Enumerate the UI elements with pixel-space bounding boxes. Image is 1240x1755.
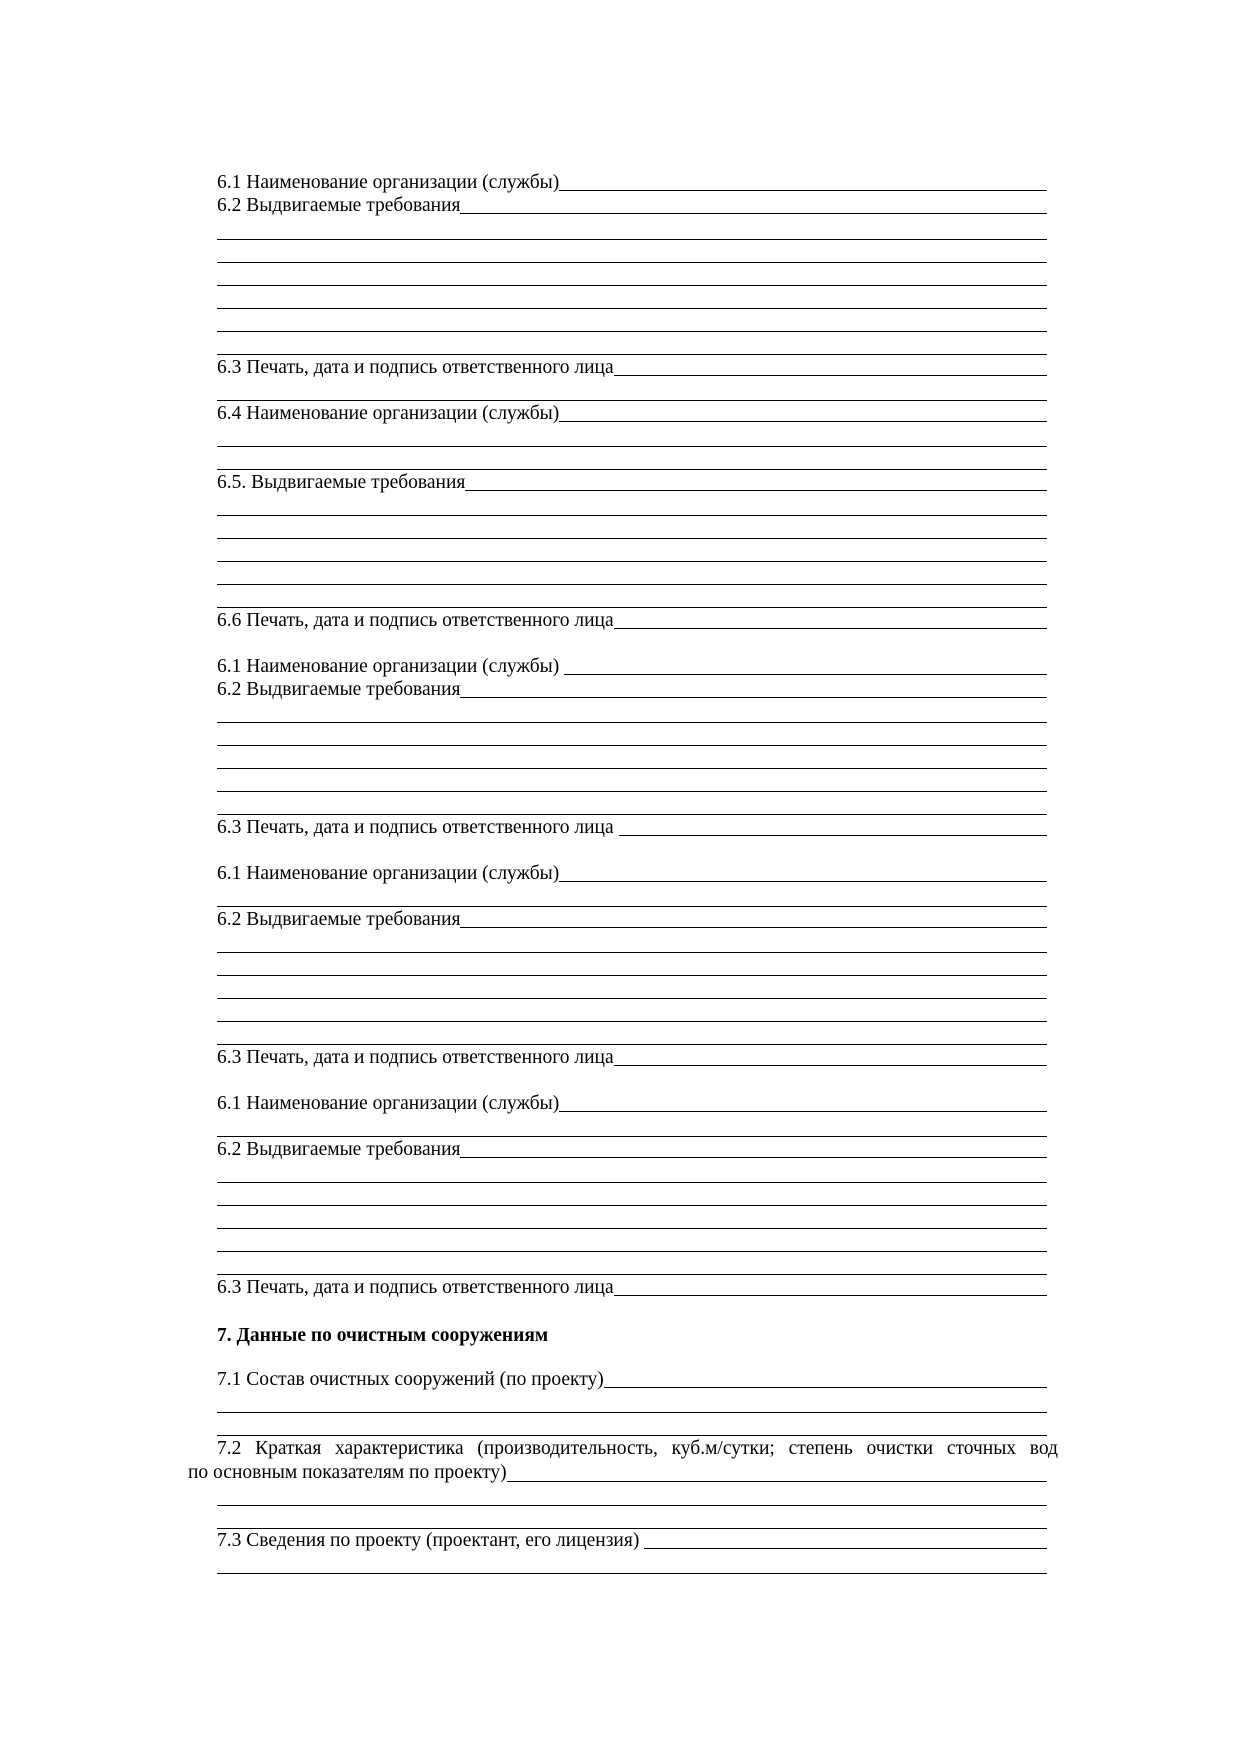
fill-line[interactable] xyxy=(614,1065,1047,1066)
field-label: по основным показателям по проекту) xyxy=(188,1462,507,1483)
paragraph-first-line xyxy=(188,1437,1058,1461)
requirements-field[interactable] xyxy=(217,193,1047,217)
fill-line[interactable] xyxy=(465,490,1047,491)
signature-field[interactable] xyxy=(217,815,1047,839)
field-label: 6.6 Печать, дата и подпись ответственного лица xyxy=(217,610,614,631)
blank-line[interactable] xyxy=(217,998,1047,999)
field-label: 6.2 Выдвигаемые требования xyxy=(217,1139,461,1160)
blank-line[interactable] xyxy=(217,308,1047,309)
word: Краткая xyxy=(255,1438,322,1459)
blank-line[interactable] xyxy=(217,331,1047,332)
blank-line[interactable] xyxy=(217,722,1047,723)
org-name-field[interactable] xyxy=(217,1091,1047,1115)
blank-line[interactable] xyxy=(217,1435,1047,1436)
blank-line[interactable] xyxy=(217,768,1047,769)
blank-line[interactable] xyxy=(217,1251,1047,1252)
field-label: 6.1 Наименование организации (службы) xyxy=(217,656,560,677)
blank-line[interactable] xyxy=(217,584,1047,585)
blank-line[interactable] xyxy=(217,515,1047,516)
field-label: 7.3 Сведения по проекту (проектант, его лицензия) xyxy=(217,1530,640,1551)
brief-characteristics-field[interactable] xyxy=(188,1437,1058,1485)
word: (производительность, xyxy=(477,1438,658,1459)
field-label: 6.2 Выдвигаемые требования xyxy=(217,909,461,930)
field-label: 6.4 Наименование организации (службы) xyxy=(217,403,560,424)
org-name-field[interactable] xyxy=(217,170,1047,194)
blank-line[interactable] xyxy=(217,239,1047,240)
field-label: 7.1 Состав очистных сооружений (по проекту) xyxy=(217,1369,604,1390)
field-label: 6.1 Наименование организации (службы) xyxy=(217,1093,560,1114)
signature-field[interactable] xyxy=(217,1275,1047,1299)
blank-line[interactable] xyxy=(217,446,1047,447)
fill-line[interactable] xyxy=(559,421,1047,422)
signature-field[interactable] xyxy=(217,1045,1047,1069)
fill-line[interactable] xyxy=(619,835,1047,836)
requirements-field[interactable] xyxy=(217,470,1047,494)
field-label: 6.3 Печать, дата и подпись ответственного лица xyxy=(217,1047,614,1068)
fill-line[interactable] xyxy=(559,190,1047,191)
blank-line[interactable] xyxy=(217,791,1047,792)
field-label: 6.5. Выдвигаемые требования xyxy=(217,472,466,493)
fill-line[interactable] xyxy=(614,628,1047,629)
fill-line[interactable] xyxy=(507,1481,1047,1482)
blank-line[interactable] xyxy=(217,285,1047,286)
fill-line[interactable] xyxy=(564,674,1047,675)
section-heading: 7. Данные по очистным сооружениям xyxy=(217,1325,549,1346)
word: очистки xyxy=(866,1438,934,1459)
blank-line[interactable] xyxy=(217,1412,1047,1413)
word: характеристика xyxy=(335,1438,464,1459)
blank-line[interactable] xyxy=(217,262,1047,263)
blank-line[interactable] xyxy=(217,561,1047,562)
field-label: 6.1 Наименование организации (службы) xyxy=(217,172,560,193)
fill-line[interactable] xyxy=(614,1295,1047,1296)
signature-field[interactable] xyxy=(217,608,1047,632)
requirements-field[interactable] xyxy=(217,907,1047,931)
fill-line[interactable] xyxy=(604,1387,1047,1388)
word: 7.2 xyxy=(217,1438,242,1459)
word: сточных xyxy=(946,1438,1017,1459)
blank-line[interactable] xyxy=(217,1182,1047,1183)
field-label: 6.3 Печать, дата и подпись ответственного лица xyxy=(217,817,614,838)
fill-line[interactable] xyxy=(460,1157,1047,1158)
treatment-composition-field[interactable] xyxy=(217,1367,1047,1391)
fill-line[interactable] xyxy=(460,213,1047,214)
blank-line[interactable] xyxy=(217,745,1047,746)
project-info-field[interactable] xyxy=(217,1528,1047,1552)
word: куб.м/сутки; xyxy=(671,1438,775,1459)
field-label: 6.3 Печать, дата и подпись ответственного лица xyxy=(217,1277,614,1298)
fill-line[interactable] xyxy=(460,697,1047,698)
fill-line[interactable] xyxy=(559,1111,1047,1112)
paragraph-second-line xyxy=(188,1461,1047,1485)
word: степень xyxy=(788,1438,853,1459)
blank-line[interactable] xyxy=(217,952,1047,953)
signature-field[interactable] xyxy=(217,355,1047,379)
blank-line[interactable] xyxy=(217,1573,1047,1574)
requirements-field[interactable] xyxy=(217,1137,1047,1161)
fill-line[interactable] xyxy=(614,375,1047,376)
field-label: 6.1 Наименование организации (службы) xyxy=(217,863,560,884)
field-label: 6.3 Печать, дата и подпись ответственного лица xyxy=(217,357,614,378)
field-label: 6.2 Выдвигаемые требования xyxy=(217,195,461,216)
blank-line[interactable] xyxy=(217,1228,1047,1229)
fill-line[interactable] xyxy=(644,1548,1047,1549)
blank-line[interactable] xyxy=(217,538,1047,539)
fill-line[interactable] xyxy=(559,881,1047,882)
field-label: 6.2 Выдвигаемые требования xyxy=(217,679,461,700)
blank-line[interactable] xyxy=(217,1021,1047,1022)
blank-line[interactable] xyxy=(217,1205,1047,1206)
word: вод xyxy=(1029,1438,1058,1459)
blank-line[interactable] xyxy=(217,1505,1047,1506)
requirements-field[interactable] xyxy=(217,677,1047,701)
fill-line[interactable] xyxy=(460,927,1047,928)
org-name-field[interactable] xyxy=(217,861,1047,885)
org-name-field[interactable] xyxy=(217,654,1047,678)
blank-line[interactable] xyxy=(217,975,1047,976)
org-name-field[interactable] xyxy=(217,401,1047,425)
